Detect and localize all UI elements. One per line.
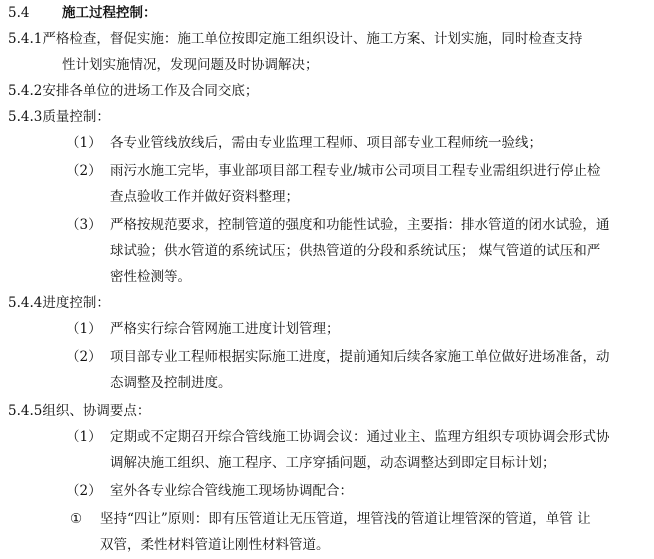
list-item-text: 严格实行综合管网施工进度计划管理； — [110, 321, 340, 337]
list-item-text: 各专业管线放线后，需由专业监理工程师、项目部专业工程师统一验线； — [110, 135, 542, 151]
list-item-number: （1） — [66, 135, 102, 151]
list-item-number: （2） — [66, 349, 102, 365]
list-item-number: （2） — [66, 483, 102, 499]
list-item-number: （3） — [66, 217, 102, 233]
sub-item-text: 双管，柔性材料管道让刚性材料管道。 — [100, 537, 330, 553]
list-item-text: 查点验收工作并做好资料整理； — [110, 189, 299, 205]
list-item-text: 项目部专业工程师根据实际施工进度，提前通知后续各家施工单位做好进场准备，动 — [110, 349, 610, 365]
list-item-text: 雨污水施工完毕，事业部项目部工程专业/城市公司项目工程专业需组织进行停止检 — [110, 163, 601, 179]
list-item-text: 密性检测等。 — [110, 269, 191, 285]
sub-item-number: ① — [70, 511, 83, 527]
clause-5-4-1-line-2: 性计划实施情况，发现问题及时协调解决； — [62, 57, 319, 73]
list-item-text: 定期或不定期召开综合管线施工协调会议：通过业主、监理方组织专项协调会形式协 — [110, 429, 610, 445]
clause-5-4-2-line-1: 5.4.2安排各单位的进场工作及合同交底； — [8, 83, 259, 99]
sub-item-text: 坚持“四让”原则：即有压管道让无压管道，埋管浅的管道让埋管深的管道，单管 让 — [100, 511, 591, 527]
clause-5-4-5-title: 5.4.5组织、协调要点： — [8, 403, 151, 419]
list-item-text: 态调整及控制进度。 — [110, 375, 232, 391]
list-item-text: 调解决施工组织、施工程序、工序穿插问题，动态调整达到即定目标计划； — [110, 455, 556, 471]
list-item-number: （1） — [66, 321, 102, 337]
section-number: 5.4 — [8, 5, 30, 21]
clause-5-4-3-title: 5.4.3质量控制： — [8, 109, 110, 125]
section-title: 施工过程控制： — [62, 5, 157, 21]
list-item-number: （2） — [66, 163, 102, 179]
list-item-text: 球试验；供水管道的系统试压；供热管道的分段和系统试压； 煤气管道的试压和严 — [110, 243, 601, 259]
clause-5-4-1-line-1: 5.4.1严格检查，督促实施：施工单位按即定施工组织设计、施工方案、计划实施，同时检查支持 — [8, 31, 583, 47]
list-item-text: 室外各专业综合管线施工现场协调配合： — [110, 483, 353, 499]
list-item-number: （1） — [66, 429, 102, 445]
list-item-text: 严格按规范要求，控制管道的强度和功能性试验，主要指：排水管道的闭水试验，通 — [110, 217, 610, 233]
clause-5-4-4-title: 5.4.4进度控制： — [8, 295, 110, 311]
